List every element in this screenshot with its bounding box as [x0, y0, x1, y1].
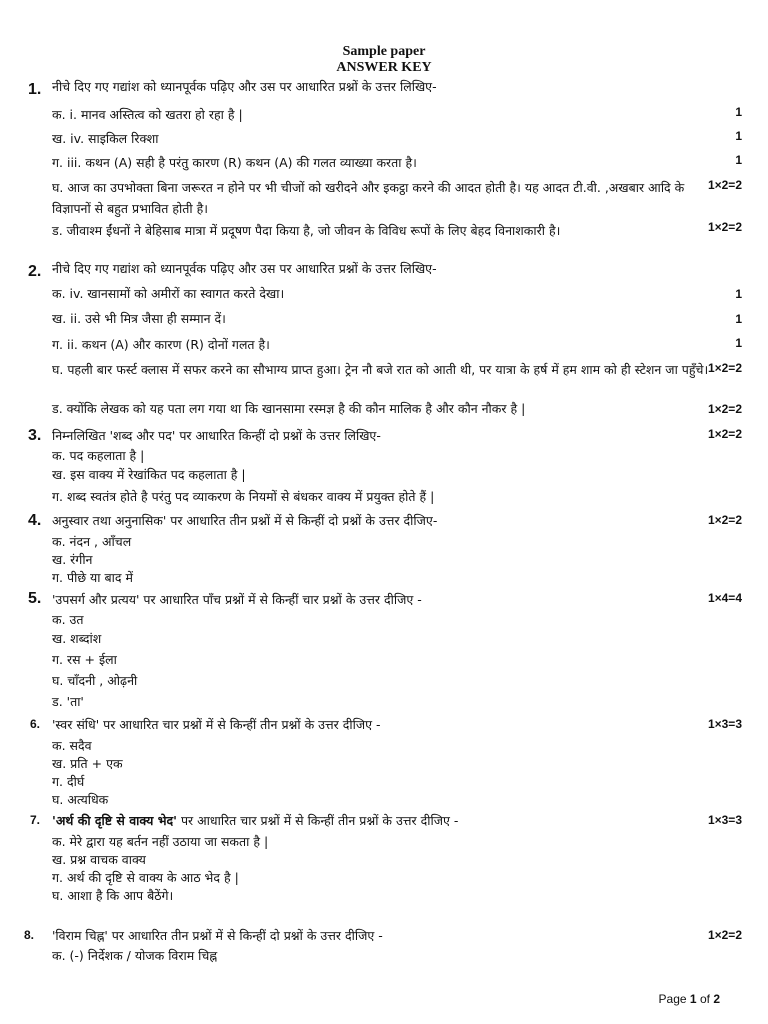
q1-answer-a: क. i. मानव अस्तित्व को खतरा हो रहा है |: [52, 107, 243, 122]
question-4-prompt: अनुस्वार तथा अनुनासिक' पर आधारित तीन प्रश्नों में से किन्हीं दो प्रश्नों के उत्तर दीजिए-: [52, 513, 438, 528]
question-number-6: 6.: [30, 717, 41, 731]
q3-answer-b: ख. इस वाक्य में रेखांकित पद कहलाता है |: [52, 467, 246, 482]
question-2-prompt: नीचे दिए गए गद्यांश को ध्यानपूर्वक पढ़िए और उस पर आधारित प्रश्नों के उत्तर लिखिए-: [52, 261, 437, 276]
q3-answer-a: क. पद कहलाता है |: [52, 448, 145, 463]
q1-mark-c: 1: [735, 153, 742, 167]
q6-answer-c: ग. दीर्घ: [52, 774, 85, 789]
paper-title: Sample paper: [342, 44, 426, 59]
of-word: of: [699, 992, 710, 1006]
q2-answer-a: क. iv. खानसामों को अमीरों का स्वागत करते देखा।: [52, 286, 285, 301]
question-6-prompt: 'स्वर संधि' पर आधारित चार प्रश्नों में से किन्हीं तीन प्रश्नों के उत्तर दीजिए -: [52, 717, 381, 732]
q4-mark: 1×2=2: [707, 513, 742, 527]
q7-answer-d: घ. आशा है कि आप बैठेंगे।: [52, 888, 174, 903]
question-1-prompt: नीचे दिए गए गद्यांश को ध्यानपूर्वक पढ़िए और उस पर आधारित प्रश्नों के उत्तर लिखिए-: [52, 79, 437, 94]
question-7-topic: 'अर्थ की दृष्टि से वाक्य भेद': [52, 813, 177, 828]
q2-mark-e: 1×2=2: [707, 402, 742, 416]
question-number-5: 5.: [28, 590, 42, 607]
question-number-2: 2.: [28, 263, 42, 280]
question-3-prompt: निम्नलिखित 'शब्द और पद' पर आधारित किन्हीं दो प्रश्नों के उत्तर लिखिए-: [52, 428, 381, 443]
page-word: Page: [658, 992, 687, 1006]
q2-mark-d: 1×2=2: [707, 361, 742, 375]
q6-answer-a: क. सदैव: [52, 738, 92, 753]
q8-mark: 1×2=2: [707, 928, 742, 942]
q2-mark-a: 1: [735, 287, 742, 301]
q5-answer-e: ड. 'ता': [52, 694, 84, 709]
q5-answer-d: घ. चाँदनी , ओढ़नी: [52, 673, 138, 688]
q5-answer-a: क. उत: [52, 612, 84, 627]
question-number-3: 3.: [28, 427, 42, 444]
question-5-prompt: 'उपसर्ग और प्रत्यय' पर आधारित पाँच प्रश्नों में से किन्हीं चार प्रश्नों के उत्तर दीजिए -: [52, 592, 422, 607]
question-7-prompt: [52, 813, 458, 829]
q5-answer-c: ग. रस + ईला: [52, 652, 117, 667]
question-number-7: 7.: [30, 813, 41, 827]
q1-answer-d: घ. आज का उपभोक्ता बिना जरूरत न होने पर भी चीजों को खरीदने और इकट्ठा करने की आदत होती है। यह आदत टी.वी. ,अखबार आदि के विज्ञापनों से बहुत प्रभावित होती है।: [52, 180, 685, 216]
q7-answer-c: ग. अर्थ की दृष्टि से वाक्य के आठ भेद है |: [52, 870, 239, 885]
q1-mark-b: 1: [735, 129, 742, 143]
q1-mark-a: 1: [735, 105, 742, 119]
q2-answer-e: ड. क्योंकि लेखक को यह पता लग गया था कि खानसामा रस्मज्ञ है की कौन मालिक है और कौन नौकर है |: [52, 401, 526, 416]
q3-mark: 1×2=2: [707, 427, 742, 441]
q2-mark-c: 1: [735, 336, 742, 350]
q1-answer-c: ग. iii. कथन (A) सही है परंतु कारण (R) कथन (A) की गलत व्याख्या करता है।: [52, 155, 417, 170]
page-indicator: [659, 992, 720, 1006]
question-8-prompt: 'विराम चिह्न' पर आधारित तीन प्रश्नों में से किन्हीं दो प्रश्नों के उत्तर दीजिए -: [52, 928, 383, 943]
q1-answer-e: ड. जीवाश्म ईंधनों ने बेहिसाब मात्रा में प्रदूषण पैदा किया है, जो जीवन के विविध रूपों के लिए बेहद विनाशकारी है।: [52, 223, 561, 238]
q4-answer-b: ख. रंगीन: [52, 552, 93, 567]
q2-mark-b: 1: [735, 312, 742, 326]
question-number-4: 4.: [28, 512, 42, 529]
q3-answer-c: ग. शब्द स्वतंत्र होते है परंतु पद व्याकरण के नियमों से बंधकर वाक्य में प्रयुक्त होते हैं |: [52, 489, 435, 504]
q5-mark: 1×4=4: [707, 591, 742, 605]
q8-answer-a: क. (-) निर्देशक / योजक विराम चिह्न: [52, 948, 218, 963]
q4-answer-a: क. नंदन , आँचल: [52, 534, 132, 549]
q7-answer-a: क. मेरे द्वारा यह बर्तन नहीं उठाया जा सकता है |: [52, 834, 269, 849]
q2-answer-d: घ. पहली बार फर्स्ट क्लास में सफर करने का सौभाग्य प्राप्त हुआ। ट्रेन नौ बजे रात को आती थी, पर यात्रा के हर्ष में हम शाम को ही स्टेशन जा पहुँचे।: [52, 362, 709, 377]
q7-mark: 1×3=3: [707, 813, 742, 827]
q6-mark: 1×3=3: [707, 717, 742, 731]
question-number-8: 8.: [24, 928, 35, 942]
q7-answer-b: ख. प्रश्न वाचक वाक्य: [52, 852, 146, 867]
q2-answer-b: ख. ii. उसे भी मित्र जैसा ही सम्मान दें।: [52, 311, 226, 326]
q1-mark-e: 1×2=2: [707, 220, 742, 234]
page-number: 1: [689, 992, 697, 1006]
q1-mark-d: 1×2=2: [707, 178, 742, 192]
q5-answer-b: ख. शब्दांश: [52, 631, 102, 646]
q1-answer-b: ख. iv. साइकिल रिक्शा: [52, 131, 159, 146]
question-7-prompt-text: पर आधारित चार प्रश्नों में से किन्हीं तीन प्रश्नों के उत्तर दीजिए -: [176, 813, 459, 828]
paper-subtitle: ANSWER KEY: [336, 60, 432, 75]
page-total: 2: [713, 992, 720, 1006]
q6-answer-b: ख. प्रति + एक: [52, 756, 123, 771]
question-number-1: 1.: [28, 81, 42, 98]
q6-answer-d: घ. अत्यधिक: [52, 792, 109, 807]
q2-answer-c: ग. ii. कथन (A) और कारण (R) दोनों गलत है।: [52, 337, 270, 352]
q4-answer-c: ग. पीछे या बाद में: [52, 570, 133, 585]
